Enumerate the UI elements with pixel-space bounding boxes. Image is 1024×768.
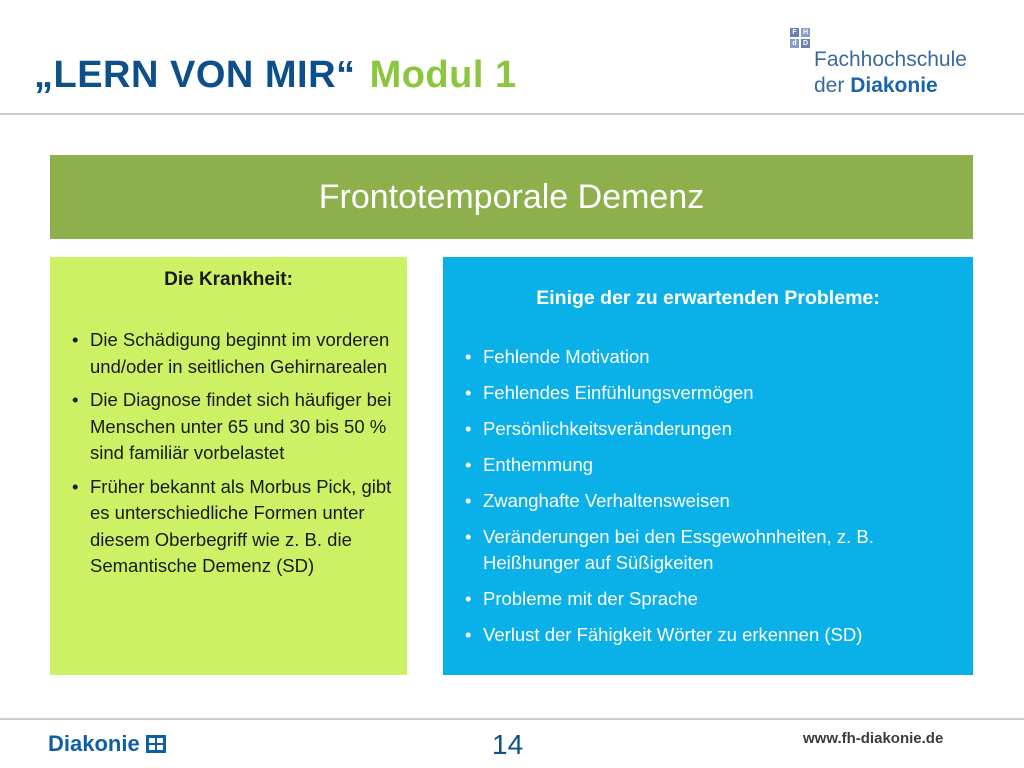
list-item: • Die Schädigung beginnt im vorderen und/oder in seitlichen Gehirnarealen (70, 327, 400, 380)
logo-grid-letter-4: D (802, 40, 809, 47)
fh-diakonie-logo (790, 28, 990, 98)
disease-info-box (50, 257, 407, 675)
diakonie-cross-icon (146, 733, 166, 751)
list-item: • Zwanghafte Verhaltensweisen (463, 488, 958, 514)
logo-line-2-name: Diakonie (850, 74, 938, 97)
slide-title (34, 54, 517, 97)
logo-grid-icon (790, 28, 810, 48)
slide-title-main: „LERN VON MIR“ (34, 54, 356, 96)
header-divider (0, 113, 1024, 115)
list-item: • Verlust der Fähigkeit Wörter zu erkennen (SD) (463, 622, 958, 648)
diakonie-logo (48, 731, 166, 757)
disease-info-heading: Die Krankheit: (164, 269, 293, 290)
list-item: • Probleme mit der Sprache (463, 586, 958, 612)
diakonie-logo-text: Diakonie (48, 731, 140, 756)
problems-list (463, 344, 958, 658)
problems-box (443, 257, 973, 675)
logo-grid-letter-3: d (790, 39, 799, 48)
footer-divider (0, 718, 1024, 720)
disease-info-list (70, 327, 400, 587)
topic-banner-title: Frontotemporale Demenz (318, 177, 705, 216)
list-item: • Enthemmung (463, 452, 958, 478)
page-number: 14 (492, 729, 524, 760)
list-item: • Die Diagnose findet sich häufiger bei Menschen unter 65 und 30 bis 50 % sind familiär vorbelastet (70, 387, 400, 467)
list-item: • Persönlichkeitsveränderungen (463, 416, 958, 442)
list-item: • Fehlendes Einfühlungsvermögen (463, 380, 958, 406)
topic-banner (50, 155, 973, 239)
logo-line-2-prefix: der (814, 74, 845, 97)
logo-line-2 (814, 74, 938, 98)
problems-heading: Einige der zu erwartenden Probleme: (536, 287, 880, 309)
logo-grid-letter-2: H (802, 29, 809, 36)
slide-title-module: Modul 1 (369, 54, 517, 96)
website-link[interactable]: www.fh-diakonie.de (803, 730, 944, 747)
logo-grid-letter-1: F (790, 28, 799, 37)
list-item: • Veränderungen bei den Essgewohnheiten, z. B. Heißhunger auf Süßigkeiten (463, 524, 958, 576)
list-item: • Früher bekannt als Morbus Pick, gibt es unterschiedliche Formen unter diesem Oberbegriff wie z. B. die Semantische Demenz (SD) (70, 474, 400, 580)
logo-line-1: Fachhochschule (814, 48, 967, 71)
list-item: • Fehlende Motivation (463, 344, 958, 370)
